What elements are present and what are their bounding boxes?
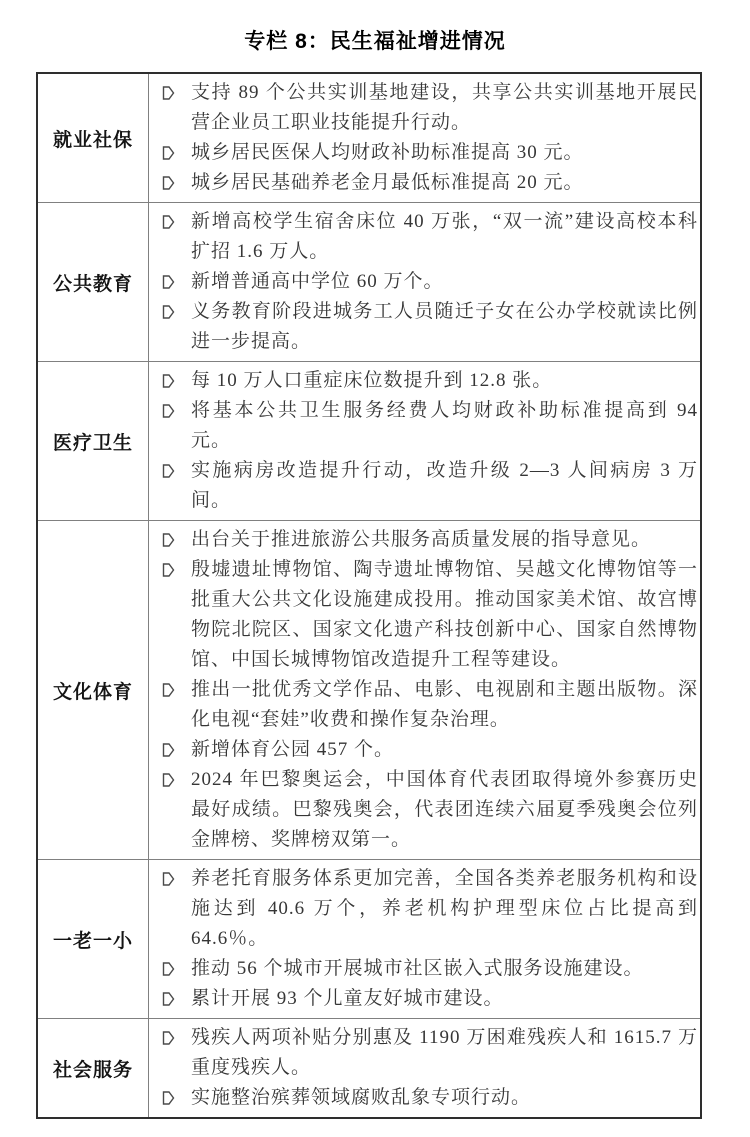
pentagon-bullet-icon <box>149 991 191 1007</box>
bullet-item <box>149 78 698 138</box>
bullet-item <box>149 456 698 516</box>
item-text: 推动 56 个城市开展城市社区嵌入式服务设施建设。 <box>191 958 644 979</box>
pentagon-bullet-icon <box>149 532 191 548</box>
item-text: 支持 89 个公共实训基地建设，共享公共实训基地开展民营企业员工职业技能提升行动。 <box>191 82 698 133</box>
bullet-item <box>149 207 698 267</box>
item-text: 出台关于推进旅游公共服务高质量发展的指导意见。 <box>191 529 652 550</box>
pentagon-bullet-icon <box>149 175 191 191</box>
row-label: 文化体育 <box>38 521 149 859</box>
page-title: 专栏 8：民生福祉增进情况 <box>244 30 506 53</box>
pentagon-bullet-icon <box>149 463 191 479</box>
bullet-item <box>149 555 698 675</box>
bullet-item <box>149 267 698 297</box>
pentagon-bullet-icon <box>149 403 191 419</box>
row-label: 就业社保 <box>38 74 149 202</box>
bullet-item <box>149 675 698 735</box>
item-text: 残疾人两项补贴分别惠及 1190 万困难残疾人和 1615.7 万重度残疾人。 <box>191 1027 698 1078</box>
pentagon-bullet-icon <box>149 742 191 758</box>
row-label: 医疗卫生 <box>38 362 149 520</box>
row-content <box>149 521 700 859</box>
pentagon-bullet-icon <box>149 772 191 788</box>
item-text: 实施病房改造提升行动，改造升级 2—3 人间病房 3 万间。 <box>191 460 698 511</box>
pentagon-bullet-icon <box>149 562 191 578</box>
bullet-item <box>149 396 698 456</box>
item-text: 实施整治殡葬领域腐败乱象专项行动。 <box>191 1087 532 1108</box>
bullet-item <box>149 366 698 396</box>
item-text: 殷墟遗址博物馆、陶寺遗址博物馆、吴越文化博物馆等一批重大公共文化设施建成投用。推动国家美术馆、故宫博物院北院区、国家文化遗产科技创新中心、国家自然博物馆、中国长城博物馆改造提升工程等建设。 <box>191 559 698 670</box>
pentagon-bullet-icon <box>149 145 191 161</box>
pentagon-bullet-icon <box>149 274 191 290</box>
row-content <box>149 362 700 520</box>
bullet-item <box>149 954 698 984</box>
table-row-culture-sports <box>38 520 700 859</box>
bullet-item <box>149 297 698 357</box>
pentagon-bullet-icon <box>149 373 191 389</box>
item-text: 累计开展 93 个儿童友好城市建设。 <box>191 988 504 1009</box>
pentagon-bullet-icon <box>149 214 191 230</box>
bullet-item <box>149 525 698 555</box>
item-text: 推出一批优秀文学作品、电影、电视剧和主题出版物。深化电视“套娃”收费和操作复杂治理。 <box>191 679 698 730</box>
row-content <box>149 1019 700 1117</box>
item-text: 城乡居民医保人均财政补助标准提高 30 元。 <box>191 142 584 163</box>
bullet-item <box>149 864 698 954</box>
item-text: 每 10 万人口重症床位数提升到 12.8 张。 <box>191 370 553 391</box>
item-text: 新增普通高中学位 60 万个。 <box>191 271 444 292</box>
table-row-health <box>38 361 700 520</box>
item-text: 2024 年巴黎奥运会，中国体育代表团取得境外参赛历史最好成绩。巴黎残奥会，代表团连续六届夏季残奥会位列金牌榜、奖牌榜双第一。 <box>191 769 698 850</box>
pentagon-bullet-icon <box>149 871 191 887</box>
bullet-item <box>149 1083 698 1113</box>
item-text: 城乡居民基础养老金月最低标准提高 20 元。 <box>191 172 584 193</box>
item-text: 新增体育公园 457 个。 <box>191 739 395 760</box>
table-row-education <box>38 202 700 361</box>
item-text: 新增高校学生宿舍床位 40 万张，“双一流”建设高校本科扩招 1.6 万人。 <box>191 211 698 262</box>
bullet-item <box>149 138 698 168</box>
pentagon-bullet-icon <box>149 961 191 977</box>
row-label: 公共教育 <box>38 203 149 361</box>
bullet-item <box>149 984 698 1014</box>
row-label: 社会服务 <box>38 1019 149 1117</box>
table-row-employment <box>38 74 700 202</box>
row-content <box>149 74 700 202</box>
row-content <box>149 860 700 1018</box>
bullet-item <box>149 168 698 198</box>
livelihood-table <box>36 72 702 1119</box>
row-label: 一老一小 <box>38 860 149 1018</box>
item-text: 养老托育服务体系更加完善，全国各类养老服务机构和设施达到 40.6 万个，养老机构护理型床位占比提高到 64.6％。 <box>191 868 698 949</box>
table-row-social-services <box>38 1018 700 1117</box>
table-row-elderly-children <box>38 859 700 1018</box>
item-text: 义务教育阶段进城务工人员随迁子女在公办学校就读比例进一步提高。 <box>191 301 698 352</box>
pentagon-bullet-icon <box>149 682 191 698</box>
pentagon-bullet-icon <box>149 85 191 101</box>
row-content <box>149 203 700 361</box>
item-text: 将基本公共卫生服务经费人均财政补助标准提高到 94 元。 <box>191 400 698 451</box>
bullet-item <box>149 765 698 855</box>
pentagon-bullet-icon <box>149 1030 191 1046</box>
bullet-item <box>149 735 698 765</box>
bullet-item <box>149 1023 698 1083</box>
pentagon-bullet-icon <box>149 304 191 320</box>
pentagon-bullet-icon <box>149 1090 191 1106</box>
